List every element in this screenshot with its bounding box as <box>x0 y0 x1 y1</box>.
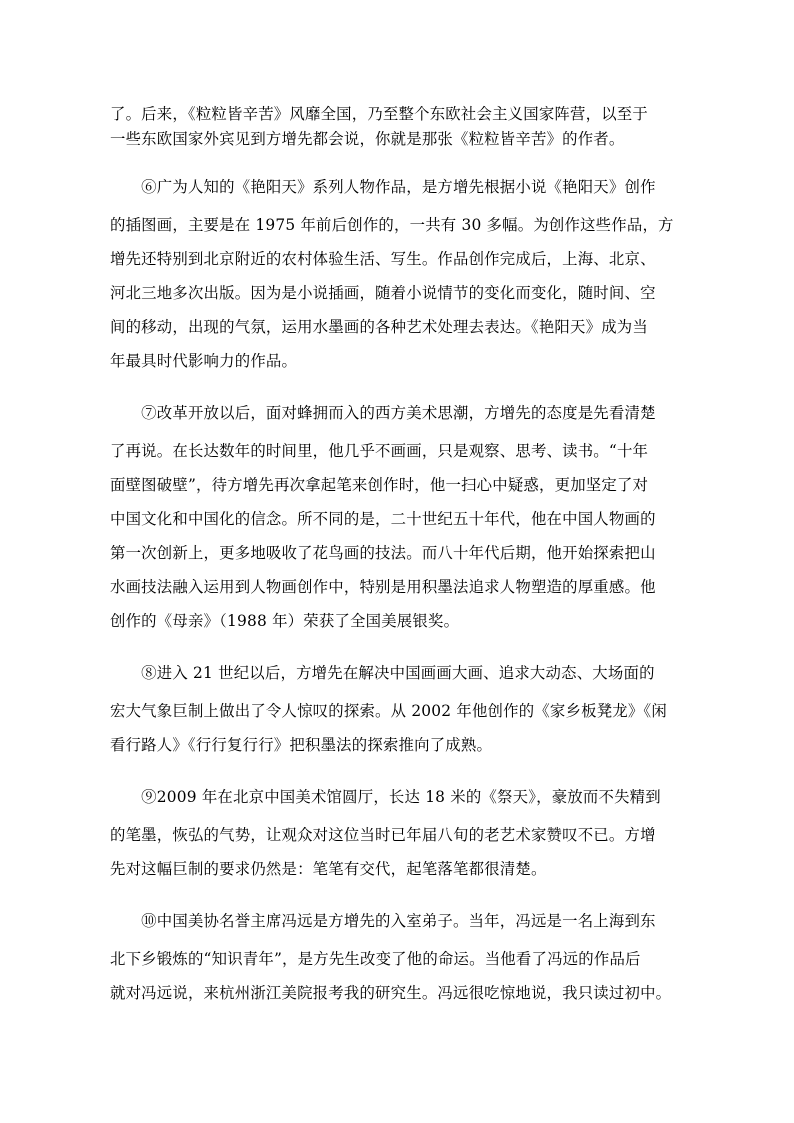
text-line: 北下乡锻炼的“知识青年”，是方先生改变了他的命运。当他看了冯远的作品后 <box>110 950 641 968</box>
text-line: 了。后来，《粒粒皆辛苦》风靡全国，乃至整个东欧社会主义国家阵营，以至于 <box>110 105 648 123</box>
text-line: 水画技法融入运用到人物画创作中，特别是用积墨法追求人物塑造的厚重感。他 <box>110 578 656 596</box>
text-line: 第一次创新上，更多地吸收了花鸟画的技法。而八十年代后期，他开始探索把山 <box>110 544 656 562</box>
text-line: 宏大气象巨制上做出了令人惊叹的探索。从 2002 年他创作的《家乡板凳龙》《闲 <box>110 702 667 720</box>
paragraph-8 <box>110 661 686 758</box>
text-line: 一些东欧国家外宾见到方增先都会说，你就是那张《粒粒皆辛苦》的作者。 <box>110 130 625 148</box>
text-line: 的笔墨，恢弘的气势，让观众对这位当时已年届八旬的老艺术家赞叹不已。方增 <box>110 826 656 844</box>
text-line: ⑩中国美协名誉主席冯远是方增先的入室弟子。当年，冯远是一名上海到东 <box>110 912 656 930</box>
text-line: 间的移动，出现的气氛，运用水墨画的各种艺术处理去表达。《艳阳天》成为当 <box>110 318 648 336</box>
text-line: ⑧进入 21 世纪以后，方增先在解决中国画画大画、追求大动态、大场面的 <box>110 664 655 682</box>
text-line: 创作的《母亲》（1988 年）荣获了全国美展银奖。 <box>110 612 460 630</box>
paragraph-7 <box>110 401 686 634</box>
text-line: 中国文化和中国化的信念。所不同的是，二十世纪五十年代，他在中国人物画的 <box>110 510 656 528</box>
text-line: ⑥广为人知的《艳阳天》系列人物作品，是方增先根据小说《艳阳天》创作 <box>110 178 656 196</box>
text-line: 面壁图破壁”，待方增先再次拿起笔来创作时，他一扫心中疑惑，更加坚定了对 <box>110 476 649 494</box>
paragraph-9 <box>110 785 686 882</box>
text-line: 看行路人》《行行复行行》把积墨法的探索推向了成熟。 <box>110 736 493 754</box>
paragraph-5-tail <box>110 102 686 152</box>
paragraph-6 <box>110 175 686 374</box>
text-line: 增先还特别到北京附近的农村体验生活、写生。作品创作完成后，上海、北京、 <box>110 250 656 268</box>
text-line: ⑦改革开放以后，面对蜂拥而入的西方美术思潮，方增先的态度是先看清楚 <box>110 404 656 422</box>
text-line: 的插图画，主要是在 1975 年前后创作的，一共有 30 多幅。为创作这些作品，方 <box>110 216 674 234</box>
text-line: 河北三地多次出版。因为是小说插画，随着小说情节的变化而变化，随时间、空 <box>110 284 656 302</box>
text-line: ⑨2009 年在北京中国美术馆圆厅，长达 18 米的《祭天》，豪放而不失精到 <box>110 788 661 806</box>
text-line: 先对这幅巨制的要求仍然是：笔笔有交代，起笔落笔都很清楚。 <box>110 860 547 878</box>
text-line: 就对冯远说，来杭州浙江美院报考我的研究生。冯远很吃惊地说，我只读过初中。 <box>110 984 672 1002</box>
text-line: 年最具时代影响力的作品。 <box>110 352 298 370</box>
text-line: 了再说。在长达数年的时间里，他几乎不画画，只是观察、思考、读书。“十年 <box>110 442 649 460</box>
document-page <box>110 102 686 1006</box>
paragraph-10 <box>110 909 686 1006</box>
